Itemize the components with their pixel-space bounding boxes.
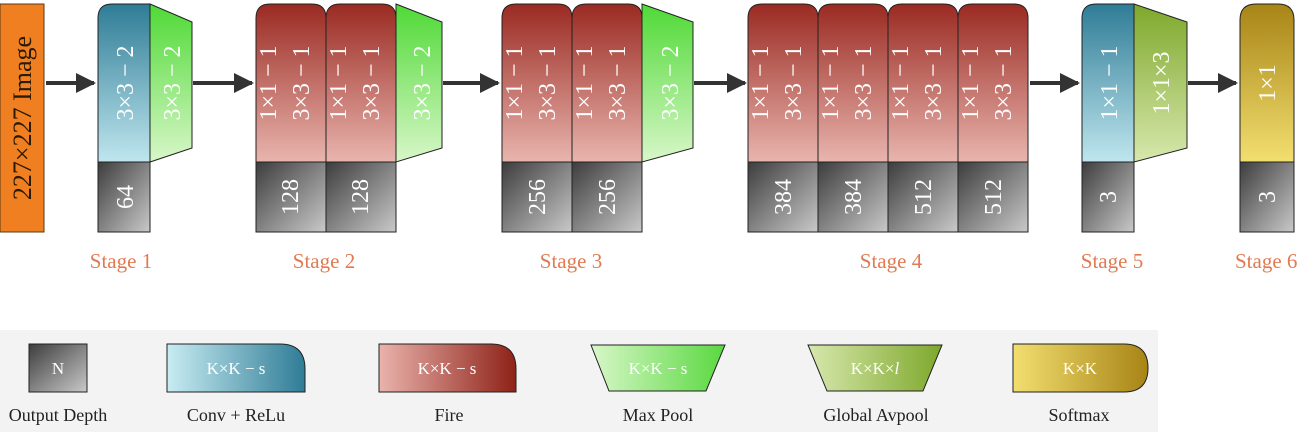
- stage2-pool-label: 3×3 − 2: [410, 45, 436, 121]
- stage4-fire-0-l1: 1×1 − 1: [748, 45, 774, 121]
- stage4-fire-1-l2: 3×3 − 1: [851, 45, 877, 121]
- legend-avgpool-inner: K×K×: [850, 359, 895, 378]
- legend-fire-caption: Fire: [434, 405, 464, 425]
- legend-conv-caption: Conv + ReLu: [186, 405, 286, 425]
- legend-depth-inner: N: [51, 359, 65, 378]
- stage1-depth-0: 64: [113, 185, 139, 209]
- stage4-fire-2-l2: 3×3 − 1: [921, 45, 947, 121]
- legend-avgpool-inner-text: [851, 359, 900, 378]
- stage3-fire-0-l2: 3×3 − 1: [535, 45, 561, 121]
- stage-5: [1081, 4, 1187, 273]
- stage4-fire-1-l1: 1×1 − 1: [818, 45, 844, 121]
- legend-maxpool-caption: Max Pool: [622, 405, 694, 425]
- stage2-fire-0-l2: 3×3 − 1: [289, 45, 315, 121]
- input-image-label: 227×227 Image: [8, 35, 37, 201]
- legend-conv-inner: K×K − s: [206, 359, 266, 378]
- stage2-fire-1-l1: 1×1 − 1: [326, 45, 352, 121]
- legend-depth-caption: Output Depth: [8, 405, 108, 425]
- stage3-fire-1-l2: 3×3 − 1: [605, 45, 631, 121]
- stage2-fire-0-l1: 1×1 − 1: [256, 45, 282, 121]
- stage5-avgpool-label: 1×1×3: [1149, 51, 1175, 115]
- legend-fire-inner: K×K − s: [417, 359, 477, 378]
- stage1-pool-label: 3×3 − 2: [160, 45, 186, 121]
- stage4-fire-2-l1: 1×1 − 1: [888, 45, 914, 121]
- stage3-fire-0-l1: 1×1 − 1: [502, 45, 528, 121]
- legend: [0, 330, 1158, 432]
- stage2-fire-1-l2: 3×3 − 1: [359, 45, 385, 121]
- legend-item-conv-relu: [167, 344, 305, 425]
- stage3-fire-1-l1: 1×1 − 1: [572, 45, 598, 121]
- stage3-pool-label: 3×3 − 2: [658, 45, 684, 121]
- stage2-label: Stage 2: [292, 249, 356, 273]
- stage4-label: Stage 4: [859, 249, 923, 273]
- stage-2: [256, 4, 442, 273]
- stage2-depth-0: 128: [278, 179, 304, 215]
- legend-avgpool-caption: Global Avpool: [823, 405, 929, 425]
- stage6-depth-0: 3: [1255, 191, 1281, 203]
- legend-softmax-inner: K×K: [1062, 359, 1098, 378]
- stage5-depth-0: 3: [1096, 191, 1122, 203]
- stage4-fire-3-l1: 1×1 − 1: [958, 45, 984, 121]
- stage4-depth-3: 512: [981, 179, 1007, 215]
- stage1-conv-label: 3×3 − 2: [113, 45, 139, 121]
- legend-softmax-caption: Softmax: [1048, 405, 1110, 425]
- stage2-depth-1: 128: [348, 179, 374, 215]
- legend-item-global-avpool: [808, 345, 942, 425]
- stage-6: [1235, 4, 1297, 273]
- stage4-fire-0-l2: 3×3 − 1: [781, 45, 807, 121]
- input-image-block: [0, 4, 44, 232]
- stage1-label: Stage 1: [89, 249, 153, 273]
- legend-avgpool-inner-italic: l: [894, 359, 900, 378]
- stage4-fire-3-l2: 3×3 − 1: [991, 45, 1017, 121]
- stage6-softmax-label: 1×1: [1255, 64, 1281, 102]
- stage-4: [748, 4, 1028, 273]
- stage4-depth-2: 512: [911, 179, 937, 215]
- stage3-label: Stage 3: [539, 249, 603, 273]
- stage6-label: Stage 6: [1235, 249, 1298, 273]
- legend-maxpool-inner: K×K − s: [628, 359, 688, 378]
- stage4-depth-0: 384: [771, 179, 797, 215]
- stage3-depth-1: 256: [595, 179, 621, 215]
- stage3-depth-0: 256: [525, 179, 551, 215]
- stage5-conv-label: 1×1 − 1: [1097, 45, 1123, 121]
- stage4-depth-1: 384: [841, 179, 867, 215]
- stage-1: [90, 4, 192, 273]
- stage5-label: Stage 5: [1080, 249, 1144, 273]
- stage-3: [502, 4, 693, 273]
